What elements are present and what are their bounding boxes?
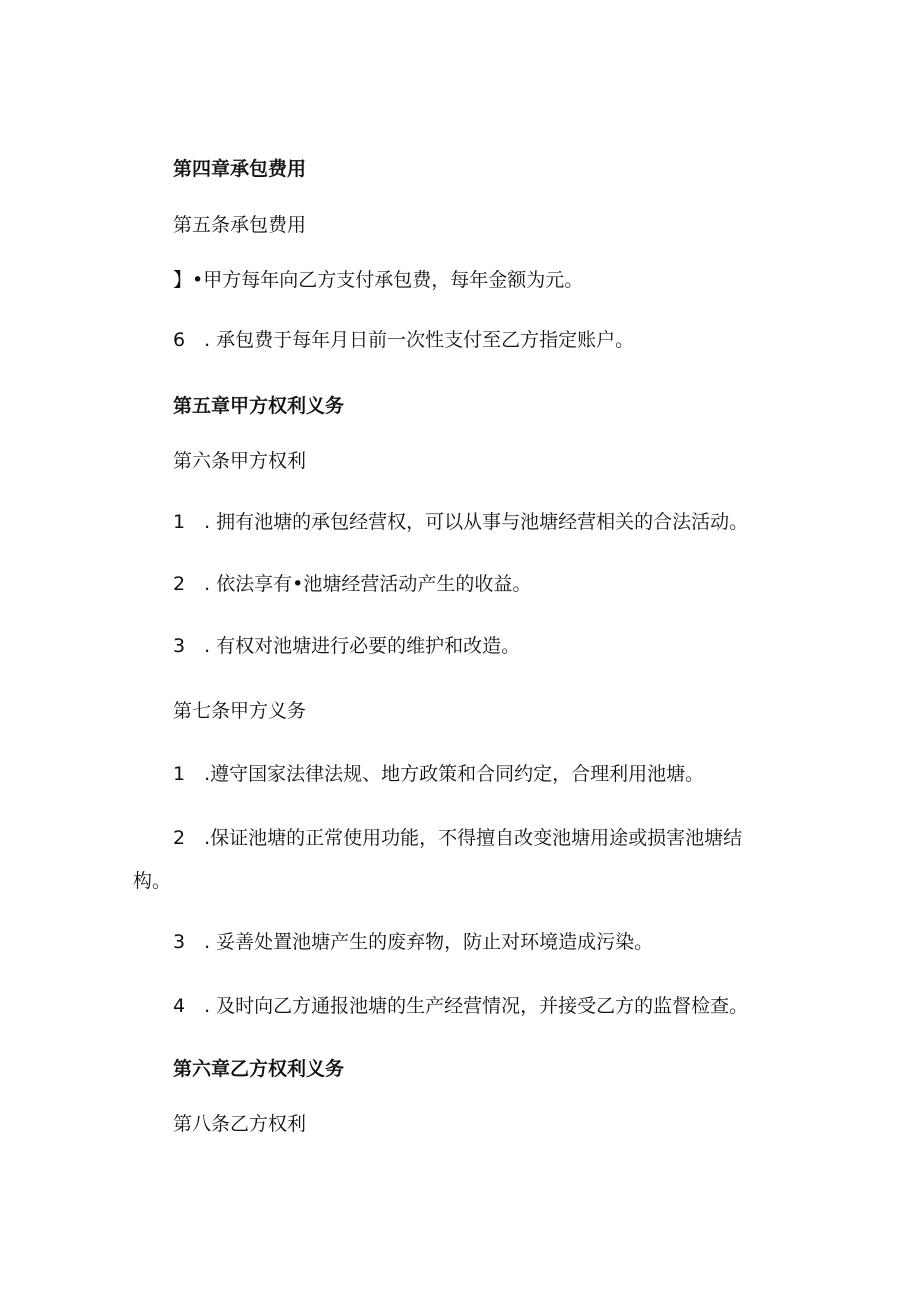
article-heading-6: 第六条甲方权利	[173, 450, 307, 472]
article-heading-7: 第七条甲方义务	[173, 700, 307, 722]
clause-party-a-duty-2-continuation: 构。	[133, 870, 172, 892]
article-heading-5: 第五条承包费用	[173, 214, 307, 236]
article-heading-8: 第八条乙方权利	[173, 1113, 307, 1135]
clause-party-a-right-1: 1 . 拥有池塘的承包经营权，可以从事与池塘经营相关的合法活动。	[173, 511, 749, 533]
clause-party-a-right-2: 2 . 依法享有•池塘经营活动产生的收益。	[173, 573, 532, 595]
clause-party-a-duty-1: 1 .遵守国家法律法规、地方政策和合同约定，合理利用池塘。	[173, 763, 705, 785]
clause-fee-amount: 】•甲方每年向乙方支付承包费，每年金额为元。	[173, 269, 584, 291]
clause-party-a-duty-2: 2 .保证池塘的正常使用功能，不得擅自改变池塘用途或损害池塘结	[173, 827, 743, 849]
clause-party-a-right-3: 3 . 有权对池塘进行必要的维护和改造。	[173, 635, 521, 657]
chapter-heading-4: 第四章承包费用	[173, 158, 307, 180]
clause-party-a-duty-4: 4 . 及时向乙方通报池塘的生产经营情况，并接受乙方的监督检查。	[173, 995, 749, 1017]
chapter-heading-6: 第六章乙方权利义务	[173, 1058, 345, 1080]
clause-fee-payment: 6 . 承包费于每年月日前一次性支付至乙方指定账户。	[173, 329, 635, 351]
chapter-heading-5: 第五章甲方权利义务	[173, 395, 345, 417]
clause-party-a-duty-3: 3 . 妥善处置池塘产生的废弃物，防止对环境造成污染。	[173, 931, 654, 953]
